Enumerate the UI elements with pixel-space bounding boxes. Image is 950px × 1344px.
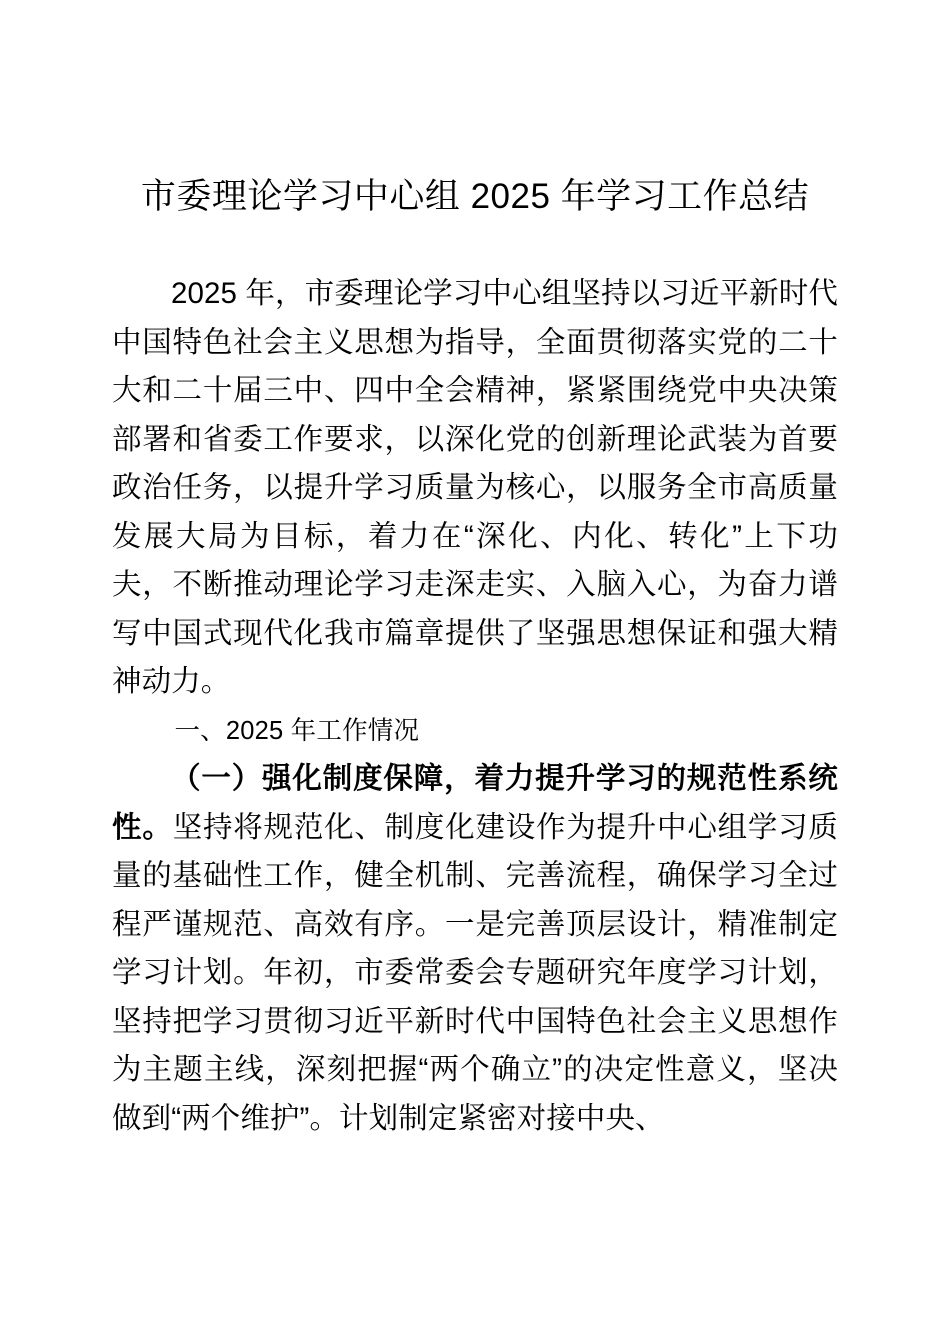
heading-section-1: 一、2025 年工作情况: [174, 716, 420, 745]
subsection-1-body: 坚持将规范化、制度化建设作为提升中心组学习质量的基础性工作，健全机制、完善流程，确保学习全过程严谨规范、高效有序。一是完善顶层设计，精准制定学习计划。年初，市委常委会专题研究年度学习计划，坚持把学习贯彻习近平新时代中国特色社会主义思想作为主题主线，深刻把握“两个确立”的决定性意义，坚决做到“两个维护”。计划制定紧密对接中央、: [112, 810, 839, 1135]
document-text-column: [112, 0, 838, 1143]
paragraph-subsection-1: [112, 755, 838, 1143]
page-title: 市委理论学习中心组 2025 年学习工作总结: [140, 177, 810, 216]
subsection-1-bold-lead: （一）强化制度保障，着力提升学习的规范性系统性。: [112, 762, 838, 844]
paragraph-opening: 2025 年，市委理论学习中心组坚持以习近平新时代中国特色社会主义思想为指导，全面贯彻落实党的二十大和二十届三中、四中全会精神，紧紧围绕党中央决策部署和省委工作要求，以深化党的创新理论武装为首要政治任务，以提升学习质量为核心，以服务全市高质量发展大局为目标，着力在“深化、内化、转化”上下功夫，不断推动理论学习走深走实、入脑入心，为奋力谱写中国式现代化我市篇章提供了坚强思想保证和强大精神动力。: [112, 277, 838, 698]
